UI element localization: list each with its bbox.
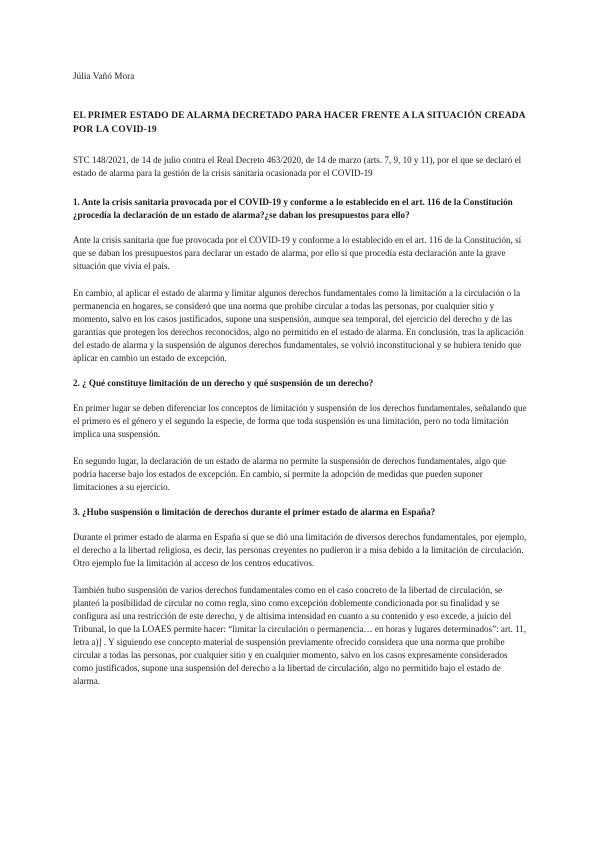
section-3 (73, 506, 527, 688)
case-reference: STC 148/2021, de 14 de julio contra el Real Decreto 463/2020, de 14 de marzo (arts. 7, 9, 10 y 11), por el que se declaró el estado de alarma para la gestión de la crisis sanitaria ocasionada por el COVID-19 (73, 155, 522, 178)
paragraph: Durante el primer estado de alarma en España sí que se dió una limitación de diversos derechos fundamentales, por ejemplo, el derecho a la libertad religiosa, es decir, las personas creyentes no pudieron ir a misa debido a la limitación de circulación. Otro ejemplo fue la limitación al acceso de los centros educativos. (73, 532, 527, 568)
paragraph: En segundo lugar, la declaración de un estado de alarma no permite la suspensión de derechos fundamentales, algo que podría hacerse bajo los estados de excepción. En cambio, sí permite la adopción de medidas que pueden suponer limitaciones a su ejercicio. (73, 456, 506, 492)
paragraph: Ante la crisis sanitaria que fue provocada por el COVID-19 y conforme a lo establecido en el art. 116 de la Constitución, sí que se daban los presupuestos para declarar un estado de alarma, por ello sí que procedía esta declaración ante la grave situación que vivía el país. (73, 235, 522, 271)
document-body (73, 70, 527, 700)
author-name: Júlia Vañó Mora (73, 71, 135, 81)
paragraph: En cambio, al aplicar el estado de alarma y limitar algunos derechos fundamentales como la limitación a la circulación o la permanencia en hogares, se consideró que una norma que prohíbe circular a todas las personas, por cualquier sitio y momento, salvo en los casos justificados, supone una suspensión, aunque sea temporal, del ejercicio del derecho y de las garantías que protegen los derechos reconocidos, algo no permitido en el estado de alarma. En conclusión, tras la aplicación del estado de alarma y la suspensión de algunos derechos fundamentales, se volvió inconstitucional y se hubiera tenido que aplicar en cambio un estado de excepción. (73, 288, 524, 363)
section-2 (73, 377, 527, 494)
paragraph: En primer lugar se deben diferenciar los conceptos de limitación y suspensión de los derechos fundamentales, señalando que el primero es el género y el segundo la especie, de forma que toda suspensión es una limitación, pero no toda limitación implica una suspensión. (73, 403, 527, 439)
paragraph: También hubo suspensión de varios derechos fundamentales como en el caso concreto de la libertad de circulación, se planteó la posibilidad de circular no como regla, sino como excepción doblemente condicionada por su finalidad y se configura así una restricción de este derecho, y de altísima intensidad en cuanto a su contenido y eso excede, a juicio del Tribunal, lo que la LOAES permite hacer: “limitar la circulación o permanencia… en horas y lugares determinados”: art. 11, letra a)] . Y siguiendo ese concepto material de suspensión previamente ofrecido considera que una norma que prohíbe circular a todas las personas, por cualquier sitio y en cualquier momento, salvo en los casos expresamente considerados como justificados, supone una suspensión del derecho a la libertad de circulación, algo no permitido bajo el estado de alarma. (73, 585, 527, 686)
section-heading: 2. ¿ Qué constituye limitación de un derecho y qué suspensión de un derecho? (73, 378, 374, 388)
section-heading: 3. ¿Hubo suspensión o limitación de derechos durante el primer estado de alarma en España? (73, 507, 436, 517)
section-1 (73, 196, 527, 365)
document-title: EL PRIMER ESTADO DE ALARMA DECRETADO PARA HACER FRENTE A LA SITUACIÓN CREADA POR LA COVID-19 (73, 111, 526, 135)
section-heading: 1. Ante la crisis sanitaria provocada por el COVID-19 y conforme a lo establecido en el art. 116 de la Constitución ¿procedía la declaración de un estado de alarma?¿se daban los presupuestos para ello? (73, 197, 513, 220)
